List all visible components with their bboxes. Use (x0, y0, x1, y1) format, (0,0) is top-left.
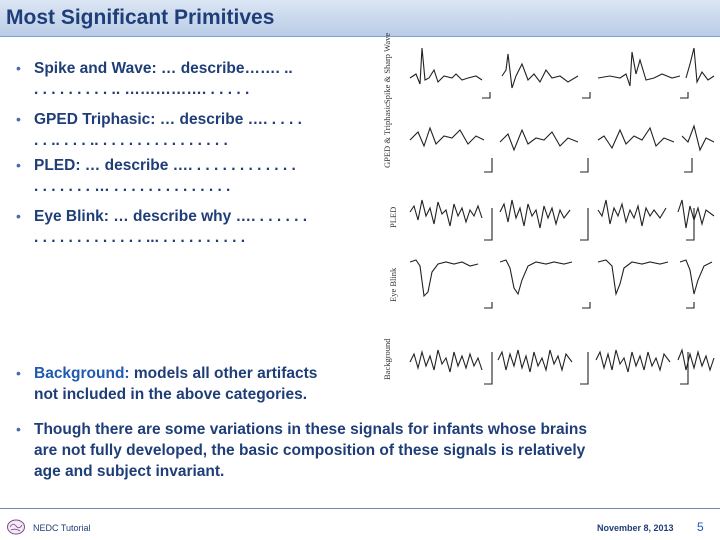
waveform-svg (374, 40, 720, 396)
waveform-background-4 (678, 350, 714, 370)
bullet-continuation: not included in the above categories. (34, 386, 308, 403)
waveform-eye-blink-3 (598, 260, 668, 294)
bullet-dot-icon: • (16, 157, 21, 173)
row-label-background: Background (382, 338, 392, 380)
footer-date: November 8, 2013 (597, 523, 674, 533)
scale-tick (484, 352, 492, 384)
scale-tick (580, 208, 588, 240)
waveform-background-2 (498, 350, 572, 372)
note-line-3: age and subject invariant. (34, 463, 225, 480)
bullet-lead: PLED: … describe …. . . . . . . . . . . . . (34, 157, 296, 174)
footer-org: NEDC Tutorial (33, 523, 91, 533)
waveform-spike-wave-1 (410, 48, 482, 84)
row-label-pled: PLED (388, 206, 398, 228)
scale-tick (582, 92, 590, 98)
bullet-gped (16, 109, 302, 151)
bullet-continuation: . . . . . . . . . .. ……………. . . . . . (34, 81, 250, 98)
bullet-background (16, 363, 318, 405)
waveform-gped-1 (410, 128, 484, 146)
footer-divider (0, 508, 720, 509)
scale-tick (484, 208, 492, 240)
bullet-lead: Eye Blink: … describe why …. . . . . . . (34, 208, 308, 225)
waveform-background-1 (410, 350, 482, 372)
waveform-pled-1 (410, 200, 482, 226)
bullet-spike-wave (16, 58, 293, 100)
bullet-continuation: . . .. . . . .. . . . . . . . . . . . . . . . (34, 132, 228, 149)
waveform-gped-4 (682, 126, 714, 150)
waveform-gped-2 (500, 130, 578, 150)
bullet-dot-icon: • (16, 111, 21, 127)
eeg-waveform-figure (374, 32, 720, 396)
bullet-text: models all other artifacts (129, 365, 318, 382)
bullet-dot-icon: • (16, 208, 21, 224)
scale-tick (484, 158, 492, 172)
title-divider (0, 36, 720, 37)
waveform-spike-wave-2 (502, 54, 578, 88)
row-label-spike-wave: Spike & Sharp Wave (382, 32, 392, 104)
bullet-lead: Background: (34, 365, 130, 382)
bullet-eye-blink (16, 206, 308, 248)
scale-tick (482, 92, 490, 98)
bullet-dot-icon: • (16, 60, 21, 76)
waveform-pled-2 (500, 200, 570, 228)
scale-tick (580, 158, 588, 172)
waveform-spike-wave-3 (598, 52, 680, 86)
waveform-spike-wave-4 (686, 48, 714, 82)
bullet-continuation: . . . . . . . . . . . . . ... . . . . . . . . . . (34, 229, 246, 246)
waveform-gped-3 (598, 128, 674, 148)
note-line-2: are not fully developed, the basic composition of these signals is relatively (34, 442, 586, 459)
scale-tick (580, 352, 588, 384)
waveform-eye-blink-2 (500, 260, 572, 294)
bullet-note (16, 419, 587, 482)
bullet-continuation: . . . . . . . … . . . . . . . . . . . . . . (34, 178, 231, 195)
scale-tick (686, 302, 694, 308)
waveform-eye-blink-1 (410, 260, 478, 296)
title-bar (0, 0, 720, 36)
note-line-1: Though there are some variations in these signals for infants whose brains (34, 421, 587, 438)
waveform-eye-blink-4 (680, 260, 712, 294)
scale-tick (684, 158, 692, 172)
waveform-background-3 (596, 350, 670, 372)
bullet-pled (16, 155, 296, 197)
scale-tick (582, 302, 590, 308)
bullet-lead: GPED Triphasic: … describe …. . . . . (34, 111, 302, 128)
row-label-eye-blink: Eye Blink (388, 267, 398, 302)
slide-title: Most Significant Primitives (6, 6, 275, 29)
scale-tick (680, 92, 688, 98)
bullet-lead: Spike and Wave: … describe……. .. (34, 60, 293, 77)
waveform-pled-3 (598, 200, 666, 226)
bullet-dot-icon: • (16, 421, 21, 437)
row-label-gped: GPED & Triphasic (382, 103, 392, 168)
page-number: 5 (697, 520, 704, 534)
waveform-pled-4 (678, 200, 714, 228)
scale-tick (484, 302, 492, 308)
brain-logo-icon (6, 518, 26, 536)
bullet-dot-icon: • (16, 365, 21, 381)
